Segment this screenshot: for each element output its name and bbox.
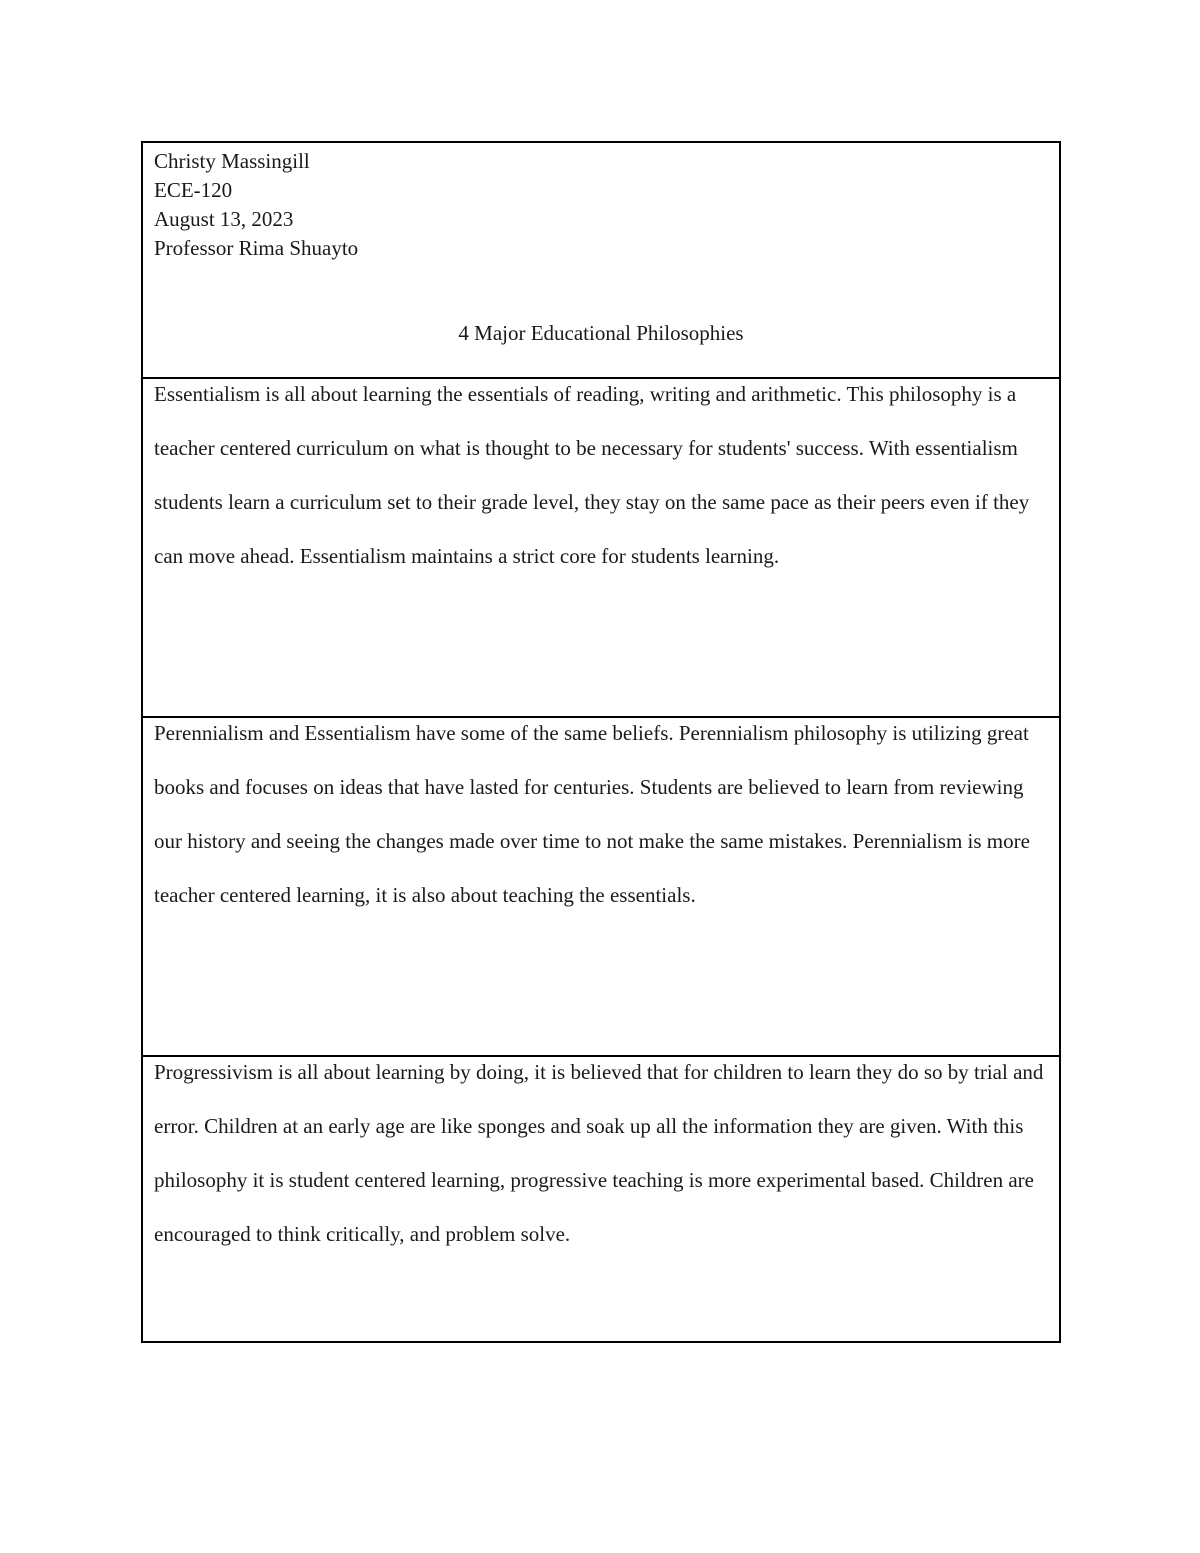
header-cell xyxy=(143,143,1059,379)
document-table xyxy=(141,141,1061,1343)
document-title: 4 Major Educational Philosophies xyxy=(458,321,744,345)
header-info xyxy=(154,143,1047,263)
author-name: Christy Massingill xyxy=(154,149,310,173)
course-code: ECE-120 xyxy=(154,178,233,202)
date: August 13, 2023 xyxy=(154,207,294,231)
professor-name: Professor Rima Shuayto xyxy=(154,236,359,260)
paragraph-perennialism: Perennialism and Essentialism have some of the same beliefs. Perennialism philosophy is utilizing great books and focuses on ideas that have lasted for centuries. Students are believed to learn from reviewing our history and seeing the changes made over time to not make the same mistakes. Perennialism is more teacher centered learning, it is also about teaching the essentials. xyxy=(154,721,1030,907)
section-progressivism xyxy=(143,1057,1059,1341)
paragraph-progressivism: Progressivism is all about learning by doing, it is believed that for children to learn they do so by trial and error. Children at an early age are like sponges and soak up all the information they are given. With this philosophy it is student centered learning, progressive teaching is more experimental based. Children are encouraged to think critically, and problem solve. xyxy=(154,1060,1044,1246)
section-essentialism xyxy=(143,379,1059,718)
section-perennialism xyxy=(143,718,1059,1057)
paragraph-essentialism: Essentialism is all about learning the essentials of reading, writing and arithmetic. This philosophy is a teacher centered curriculum on what is thought to be necessary for students' success. With essentialism students learn a curriculum set to their grade level, they stay on the same pace as their peers even if they can move ahead. Essentialism maintains a strict core for students learning. xyxy=(154,382,1030,568)
